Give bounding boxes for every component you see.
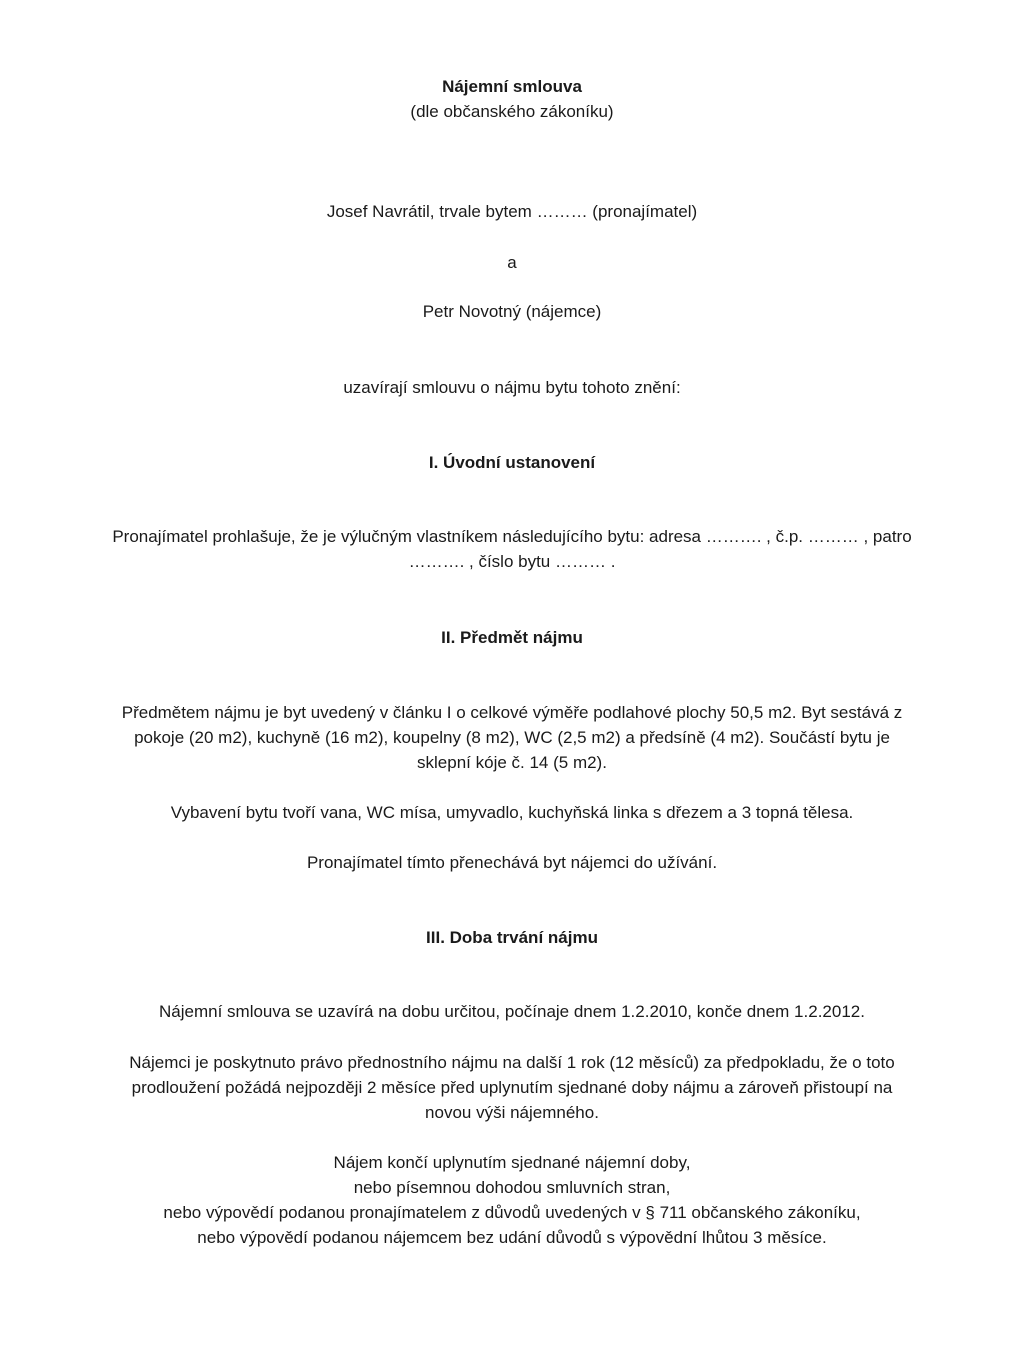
section-3-line: Nájemní smlouva se uzavírá na dobu určitou, počínaje dnem 1.2.2010, konče dnem 1.2.2012. [159,1002,865,1021]
section-heading-1: I. Úvodní ustanovení [428,453,596,472]
section-3-line: nebo výpovědí podanou nájemcem bez udání důvodů s výpovědní lhůtou 3 měsíce. [197,1228,827,1247]
section-3-line: nebo výpovědí podanou pronajímatelem z důvodů uvedených v § 711 občanského zákoníku, [163,1203,861,1222]
section-3-line: Nájem končí uplynutím sjednané nájemní doby, [333,1153,691,1172]
party-landlord: Josef Navrátil, trvale bytem ……… (pronajímatel) [326,202,698,221]
party-tenant: Petr Novotný (nájemce) [422,302,602,321]
section-2-line: Pronajímatel tímto přenechává byt nájemci do užívání. [306,853,718,872]
section-2-line: Předmětem nájmu je byt uvedený v článku I o celkové výměře podlahové plochy 50,5 m2. Byt sestává z [121,703,903,722]
section-3-line: prodloužení požádá nejpozději 2 měsíce před uplynutím sjednané doby nájmu a zároveň přistoupí na [131,1078,893,1097]
contract-intro: uzavírají smlouvu o nájmu bytu tohoto znění: [343,378,681,397]
section-3-line: Nájemci je poskytnuto právo přednostního nájmu na další 1 rok (12 měsíců) za předpokladu, že o toto [129,1053,895,1072]
section-heading-3: III. Doba trvání nájmu [426,928,598,947]
section-2-line: sklepní kóje č. 14 (5 m2). [417,753,607,772]
section-1-line: Pronajímatel prohlašuje, že je výlučným vlastníkem následujícího bytu: adresa ………. , č.p. ……… , patro [112,527,912,546]
document-title: Nájemní smlouva [442,77,582,96]
section-2-line: pokoje (20 m2), kuchyně (16 m2), koupelny (8 m2), WC (2,5 m2) a předsíně (4 m2). Součástí bytu je [134,728,890,747]
section-heading-2: II. Předmět nájmu [441,628,583,647]
party-conjunction: a [507,253,517,272]
section-2-line: Vybavení bytu tvoří vana, WC mísa, umyvadlo, kuchyňská linka s dřezem a 3 topná tělesa. [170,803,854,822]
document-subtitle: (dle občanského zákoníku) [410,102,614,121]
section-1-line: ………. , číslo bytu ……… . [408,552,616,571]
section-3-line: nebo písemnou dohodou smluvních stran, [353,1178,671,1197]
section-3-line: novou výši nájemného. [425,1103,599,1122]
